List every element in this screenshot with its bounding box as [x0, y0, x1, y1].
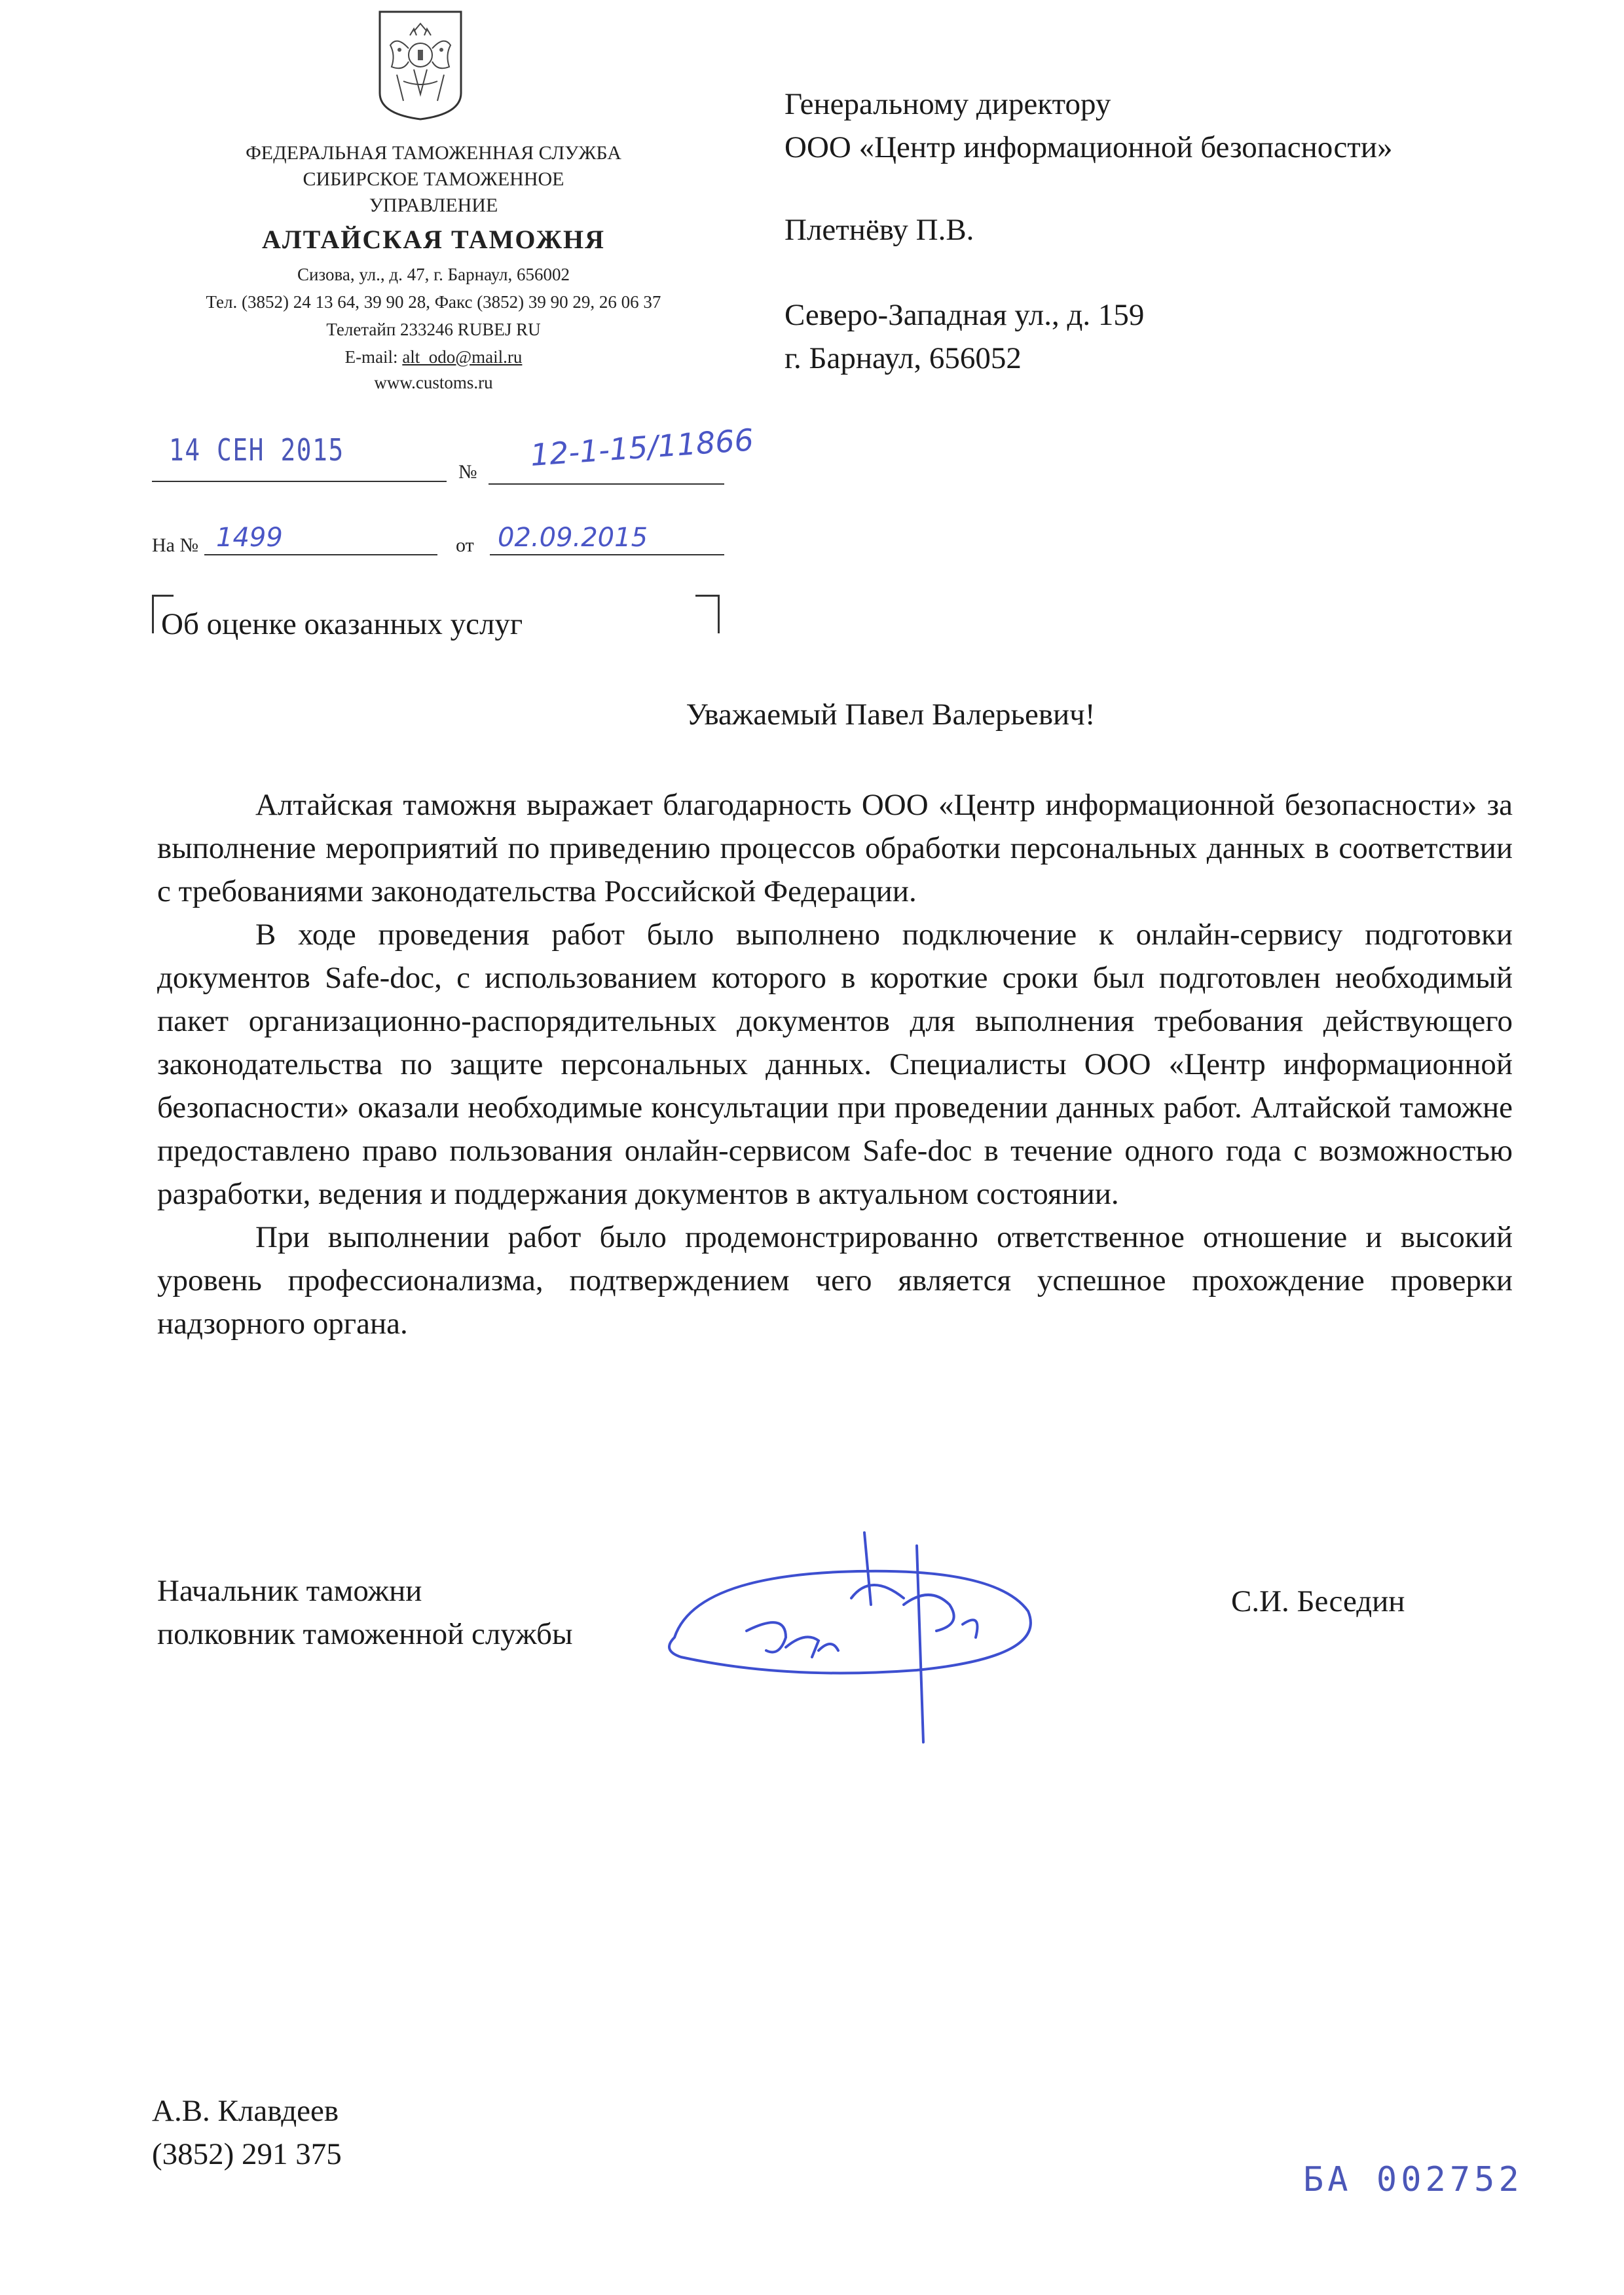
email-link[interactable]: alt_odo@mail.ru	[402, 347, 523, 367]
signer-title-line2: полковник таможенной службы	[157, 1617, 573, 1651]
header-teletype: Телетайп 233246 RUBEJ RU	[326, 320, 541, 339]
signer-title	[157, 1569, 573, 1656]
body-paragraph-1: Алтайская таможня выражает благодарность ООО «Центр информационной безопасности» за выполнение мероприятий по приведению процессов обработки персональных данных в соответствии с требованиями законодательства Российской Федерации.	[157, 788, 1513, 908]
greeting: Уважаемый Павел Валерьевич!	[686, 698, 1096, 732]
ref-number-line	[204, 554, 437, 555]
body-paragraph-2: В ходе проведения работ было выполнено подключение к онлайн-сервису подготовки документов Safe-doc, с использованием которого в короткие сроки был подготовлен необходимый пакет организационно-распорядительных документов для выполнения требования действующего законодательства по защите персональных данных. Специалисты ООО «Центр информационной безопасности» оказали необходимые консультации при проведении данных работ. Алтайской таможне предоставлено право пользования онлайн-сервисом Safe-doc в течение одного года с возможностью разработки, ведения и поддержания документов в актуальном состоянии.	[157, 918, 1513, 1211]
signature-icon	[655, 1526, 1048, 1762]
recipient-line1: Генеральному директору	[784, 87, 1111, 121]
header-address: Сизова, ул., д. 47, г. Барнаул, 656002	[297, 265, 570, 284]
date-line	[152, 481, 447, 482]
ref-label: На №	[152, 534, 199, 556]
number-line	[489, 483, 724, 485]
ref-number: 1499	[216, 523, 283, 553]
ref-date-line	[490, 554, 724, 555]
body-paragraph-3: При выполнении работ было продемонстрированно ответственное отношение и высокий уровень профессионализма, подтверждением чего является успешное прохождение проверки надзорного органа.	[157, 1220, 1513, 1341]
header-phone: Тел. (3852) 24 13 64, 39 90 28, Факс (3852) 39 90 29, 26 06 37	[206, 292, 661, 312]
letter-body	[157, 783, 1513, 1345]
recipient-line2: ООО «Центр информационной безопасности»	[784, 130, 1393, 164]
recipient-block	[784, 83, 1603, 380]
signer-title-line1: Начальник таможни	[157, 1574, 422, 1608]
emblem-icon	[377, 9, 464, 122]
header-website[interactable]: www.customs.ru	[374, 373, 493, 392]
form-serial: БА 002752	[1303, 2160, 1523, 2199]
header-email	[152, 343, 715, 371]
recipient-city: г. Барнаул, 656052	[784, 341, 1022, 375]
customs-name: АЛТАЙСКАЯ ТАМОЖНЯ	[261, 225, 606, 254]
department-line2: УПРАВЛЕНИЕ	[369, 195, 498, 216]
outgoing-number: 12-1-15/11866	[529, 422, 755, 473]
ref-date: 02.09.2015	[498, 523, 648, 553]
executor-phone: (3852) 291 375	[152, 2137, 342, 2171]
subject-corner-right	[695, 595, 720, 633]
signer-name: С.И. Беседин	[1231, 1584, 1405, 1618]
recipient-street: Северо-Западная ул., д. 159	[784, 298, 1145, 332]
executor-name: А.В. Клавдеев	[152, 2094, 339, 2128]
ref-date-label: от	[456, 534, 474, 556]
service-name: ФЕДЕРАЛЬНАЯ ТАМОЖЕННАЯ СЛУЖБА	[246, 142, 621, 164]
email-label: E-mail:	[344, 347, 403, 367]
number-label: №	[458, 461, 477, 483]
date-stamp: 14 СЕН 2015	[169, 432, 344, 468]
header-block	[152, 140, 715, 394]
recipient-name: Плетнёву П.В.	[784, 213, 974, 247]
subject: Об оценке оказанных услуг	[161, 607, 523, 641]
department-line1: СИБИРСКОЕ ТАМОЖЕННОЕ	[303, 168, 564, 190]
executor-block	[152, 2089, 342, 2176]
